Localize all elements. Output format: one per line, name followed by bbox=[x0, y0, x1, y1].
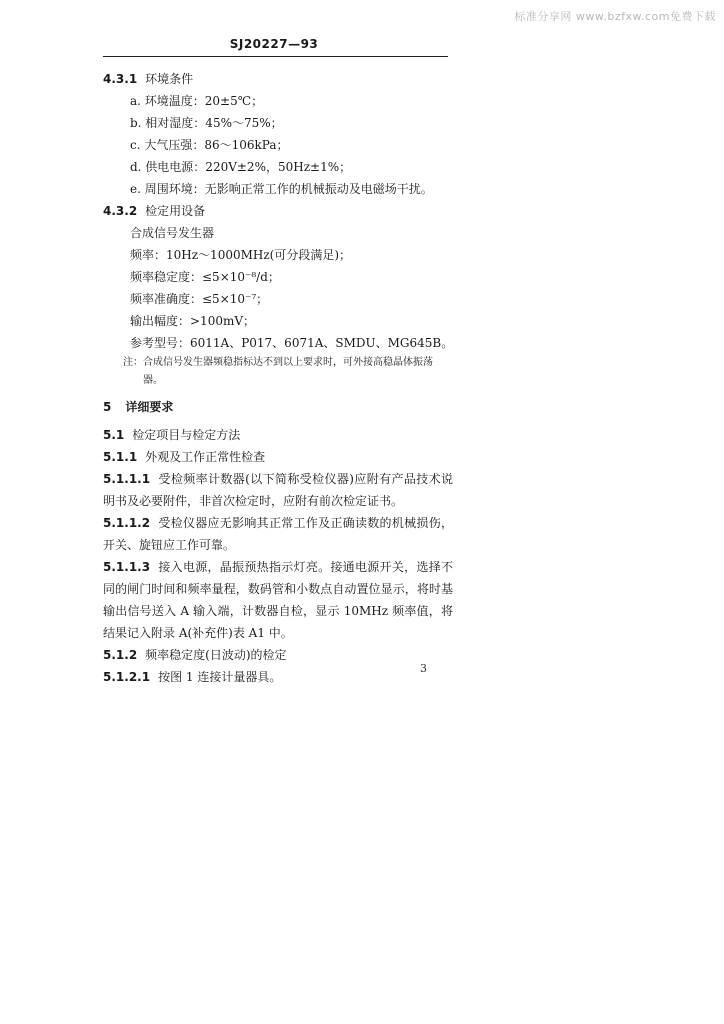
paragraph-text: 受检频率计数器(以下简称受检仪器)应附有产品技术说明书及必要附件，非首次检定时，应附有前次检定证书。 bbox=[103, 472, 453, 508]
page-number: 3 bbox=[420, 662, 427, 675]
env-item-e: e. 周围环境：无影响正常工作的机械振动及电磁场干扰。 bbox=[130, 182, 433, 196]
watermark: 标准分享网 www.bzfxw.com免费下载 bbox=[514, 10, 716, 23]
section-number: 5 bbox=[103, 400, 112, 414]
section-5-heading bbox=[103, 396, 453, 418]
section-number: 5.1.1.2 bbox=[103, 516, 151, 530]
equipment-frequency: 频率：10Hz～1000MHz(可分段满足)； bbox=[130, 248, 352, 262]
section-number: 4.3.2 bbox=[103, 204, 138, 218]
section-5-1-2-heading bbox=[103, 644, 453, 666]
section-number: 5.1.1.1 bbox=[103, 472, 151, 486]
section-5-1-heading bbox=[103, 424, 453, 446]
section-title: 频率稳定度(日波动)的检定 bbox=[145, 648, 287, 662]
section-number: 5.1.1.3 bbox=[103, 560, 151, 574]
section-4-3-2-heading bbox=[103, 200, 453, 222]
section-title: 环境条件 bbox=[145, 72, 194, 86]
header-rule bbox=[103, 56, 448, 57]
section-5-1-2-1-paragraph bbox=[103, 666, 453, 688]
section-5-1-1-2-paragraph bbox=[103, 512, 453, 556]
section-title: 检定用设备 bbox=[145, 204, 206, 218]
env-item-d: d. 供电电源：220V±2%，50Hz±1%； bbox=[130, 160, 352, 174]
section-title: 外观及工作正常性检查 bbox=[145, 450, 266, 464]
env-item-a: a. 环境温度：20±5℃； bbox=[130, 94, 264, 108]
equipment-note bbox=[103, 354, 453, 390]
paragraph-text: 按图 1 连接计量器具。 bbox=[158, 670, 282, 684]
section-5-1-1-1-paragraph bbox=[103, 468, 453, 512]
section-5-1-1-3-paragraph bbox=[103, 556, 453, 644]
section-number: 5.1.2.1 bbox=[103, 670, 151, 684]
section-number: 5.1.2 bbox=[103, 648, 138, 662]
section-number: 5.1 bbox=[103, 428, 125, 442]
equipment-models: 参考型号：6011A、P017、6071A、SMDU、MG645B。 bbox=[130, 336, 454, 350]
section-number: 4.3.1 bbox=[103, 72, 138, 86]
equipment-name: 合成信号发生器 bbox=[130, 226, 215, 240]
env-item-b: b. 相对湿度：45%～75%； bbox=[130, 116, 283, 130]
section-title: 详细要求 bbox=[125, 400, 174, 414]
standard-code-header: SJ20227—93 bbox=[229, 37, 319, 51]
equipment-accuracy: 频率准确度：≤5×10⁻⁷； bbox=[130, 292, 269, 306]
equipment-output: 输出幅度：>100mV； bbox=[130, 314, 256, 328]
env-item-c: c. 大气压强：86～106kPa； bbox=[130, 138, 289, 152]
section-number: 5.1.1 bbox=[103, 450, 138, 464]
note-line-2: 器。 bbox=[143, 375, 163, 386]
paragraph-text: 接入电源，晶振预热指示灯亮。接通电源开关，选择不同的闸门时间和频率量程，数码管和小数点自动置位显示，将时基输出信号送入 A 输入端，计数器自检，显示 10MHz 频率值，将结果记入附录 A(补充件)表 A1 中。 bbox=[103, 560, 453, 640]
section-4-3-1-heading bbox=[103, 68, 453, 90]
note-line-1: 注：合成信号发生器频稳指标达不到以上要求时，可外接高稳晶体振荡 bbox=[123, 357, 433, 368]
equipment-stability: 频率稳定度：≤5×10⁻⁸/d； bbox=[130, 270, 280, 284]
section-title: 检定项目与检定方法 bbox=[132, 428, 241, 442]
document-body bbox=[103, 68, 453, 688]
paragraph-text: 受检仪器应无影响其正常工作及正确读数的机械损伤，开关、旋钮应工作可靠。 bbox=[103, 516, 453, 552]
section-5-1-1-heading bbox=[103, 446, 453, 468]
